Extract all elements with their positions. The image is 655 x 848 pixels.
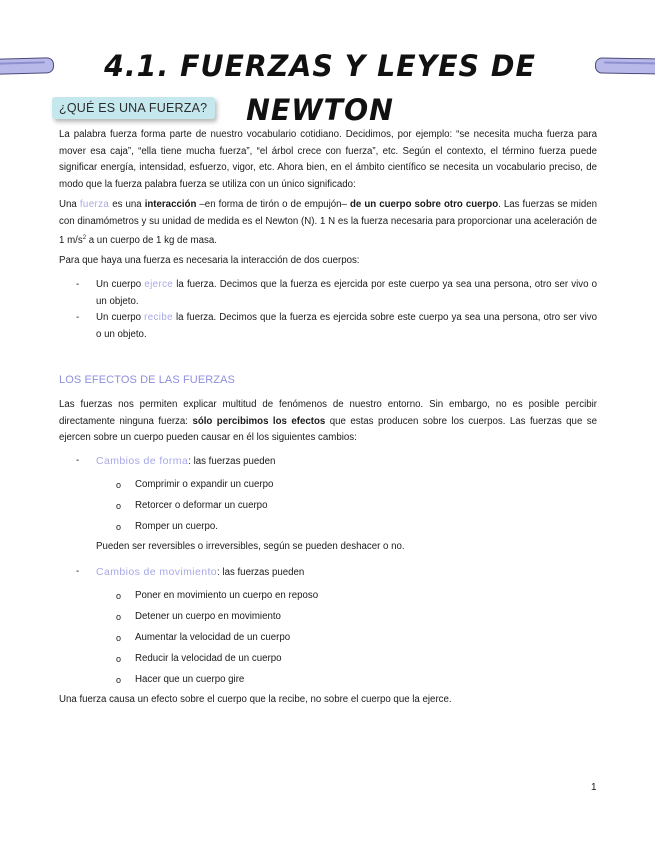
section-heading-que-es-una-fuerza: ¿QUÉ ES UNA FUERZA? [52, 97, 215, 119]
brush-stroke-left-decoration [0, 57, 54, 75]
sub-item-text: Hacer que un cuerpo gire [135, 674, 245, 685]
text-span: . Las fuerzas se miden con dinamómetros y su unidad de medida es el Newton (N). 1 N es la fuerza necesaria para proporcionar una aceleración de 1 m/s [59, 199, 598, 247]
bold-cuerpo-sobre-cuerpo: de un cuerpo sobre otro cuerpo [349, 199, 499, 210]
text-span: es una [109, 199, 145, 210]
list-item-recibe [59, 310, 597, 343]
brush-stroke-right-decoration [595, 57, 655, 74]
circle-bullet: o [116, 480, 122, 490]
highlight-ejerce: ejerce [144, 279, 174, 290]
sub-item-forma-1 [116, 477, 273, 493]
section-heading-efectos: LOS EFECTOS DE LAS FUERZAS [59, 374, 235, 386]
highlight-recibe: recibe [144, 312, 173, 323]
list-item-content [96, 310, 597, 343]
sub-item-forma-3 [116, 519, 218, 535]
sub-item-text: Romper un cuerpo. [135, 521, 218, 532]
text-span: : las fuerzas pueden [217, 567, 305, 578]
circle-bullet: o [116, 654, 122, 664]
paragraph-definition [59, 197, 597, 250]
sub-item-movimiento-4 [116, 651, 281, 667]
page-number: 1 [591, 782, 597, 793]
highlight-cambios-movimiento: Cambios de movimiento [96, 566, 218, 578]
paragraph-interaction: Para que haya una fuerza es necesaria la interacción de dos cuerpos: [59, 255, 360, 266]
sub-item-movimiento-1 [116, 588, 318, 604]
list-item-content [96, 277, 597, 310]
text-span: que estas producen sobre los cuerpos. Las fuerzas que se ejercen sobre un cuerpo pueden causar en él los siguientes cambios: [59, 415, 598, 444]
paragraph-intro: La palabra fuerza forma parte de nuestro vocabulario cotidiano. Decidimos, por ejemplo: “se necesita mucha fuerza para mover esa caja”, “ella tiene mucha fuerza”, “el árbol crece con fuerza”, etc. Según el contexto, el término fuerza puede significar energía, intensidad, esfuerzo, vigor, etc. Ahora bien, en el ámbito científico se necesita un vocabulario preciso, de modo que la fuerza palabra fuerza se utiliza con un único significado: [59, 129, 597, 190]
dash-bullet: - [76, 312, 80, 323]
text-span: a un cuerpo de 1 kg de masa. [86, 235, 217, 247]
page-title: 4.1. FUERZAS Y LEYES DE NEWTON [104, 49, 536, 127]
sub-item-forma-2 [116, 498, 267, 514]
sub-item-text: Retorcer o deformar un cuerpo [135, 500, 268, 511]
text-span: Un cuerpo [96, 312, 145, 323]
dash-bullet: - [76, 566, 80, 577]
circle-bullet: o [116, 675, 122, 685]
dash-bullet: - [76, 455, 80, 466]
superscript: 2 [82, 235, 87, 242]
text-span: Una [59, 199, 80, 210]
sub-item-text: Detener un cuerpo en movimiento [135, 611, 281, 622]
text-span: : las fuerzas pueden [188, 456, 276, 467]
circle-bullet: o [116, 633, 122, 643]
list-item-content [96, 564, 597, 582]
circle-bullet: o [116, 612, 122, 622]
list-item-cambios-forma [59, 453, 597, 471]
text-span: Un cuerpo [96, 279, 145, 290]
circle-bullet: o [116, 501, 122, 511]
paragraph-conclusion: Una fuerza causa un efecto sobre el cuerpo que la recibe, no sobre el cuerpo que la ejerce. [59, 694, 452, 705]
text-span: –en forma de tirón o de empujón– [196, 199, 350, 210]
highlight-fuerza: fuerza [79, 199, 110, 210]
bold-efectos: sólo percibimos los efectos [192, 415, 326, 427]
sub-item-text: Aumentar la velocidad de un cuerpo [135, 632, 291, 643]
sub-item-text: Poner en movimiento un cuerpo en reposo [135, 590, 319, 601]
circle-bullet: o [116, 591, 122, 601]
note-reversible: Pueden ser reversibles o irreversibles, según se pueden deshacer o no. [96, 541, 405, 552]
dash-bullet: - [76, 279, 80, 290]
highlight-cambios-forma: Cambios de forma [96, 455, 189, 467]
sub-item-text: Reducir la velocidad de un cuerpo [135, 653, 282, 664]
circle-bullet: o [116, 522, 122, 532]
sub-item-movimiento-5 [116, 672, 244, 688]
list-item-content [96, 453, 597, 471]
text-span: Las fuerzas nos permiten explicar multitud de fenómenos de nuestro entorno. Sin embargo, no es posible percibir directamente ninguna fuerza: [59, 399, 597, 427]
paragraph-efectos [59, 397, 597, 447]
list-item-ejerce [59, 277, 597, 310]
sub-item-movimiento-2 [116, 609, 281, 625]
sub-item-movimiento-3 [116, 630, 290, 646]
text-span: la fuerza. Decimos que la fuerza es ejercida por este cuerpo ya sea una persona, otro ser vivo o un objeto. [96, 279, 598, 307]
text-span: la fuerza. Decimos que la fuerza es ejercida sobre este cuerpo ya sea una persona, otro ser vivo o un objeto. [96, 312, 597, 340]
list-item-cambios-movimiento [59, 564, 597, 582]
sub-item-text: Comprimir o expandir un cuerpo [135, 479, 274, 490]
bold-interaccion: interacción [144, 199, 197, 210]
